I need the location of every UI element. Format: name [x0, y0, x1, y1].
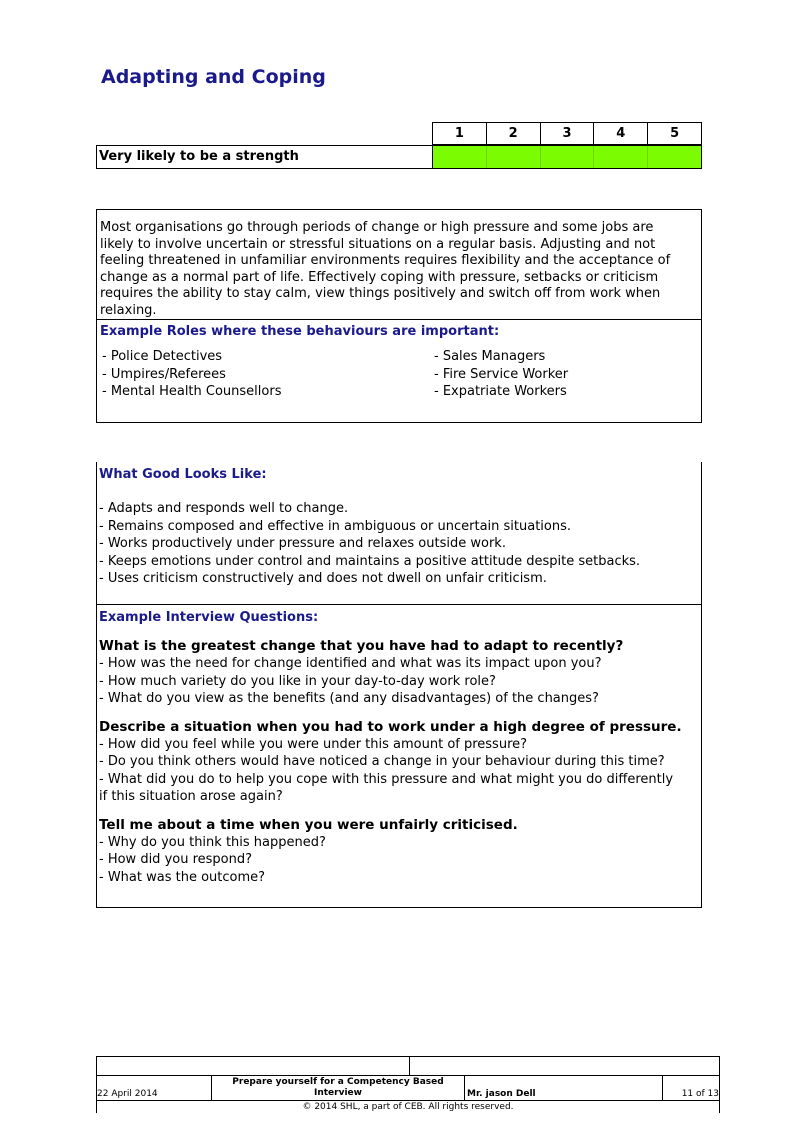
rating-label: Very likely to be a strength	[97, 146, 433, 168]
question-probe: - What do you view as the benefits (and any disadvantages) of the changes?	[99, 691, 599, 706]
rating-cell	[433, 146, 486, 168]
rating-scale-2: 2	[486, 123, 540, 144]
question-probe: - Why do you think this happened?	[99, 834, 326, 850]
rating-cell	[593, 146, 647, 168]
footer-doc-title-line: Prepare yourself for a Competency Based	[232, 1077, 444, 1087]
question-group	[99, 637, 699, 708]
rating-scale-5: 5	[647, 123, 701, 144]
role-item: - Sales Managers	[434, 349, 546, 364]
rating-scale-header	[432, 122, 702, 145]
role-item: - Umpires/Referees	[102, 366, 226, 382]
interview-heading: Example Interview Questions:	[99, 610, 319, 625]
description-line: likely to involve uncertain or stressful situations on a regular basis. Adjusting and not	[100, 236, 656, 252]
role-item: - Mental Health Counsellors	[102, 384, 282, 399]
footer-page-number: 11 of 13	[681, 1089, 719, 1099]
description-paragraph	[97, 210, 701, 320]
footer-doc-title-line: Interview	[314, 1088, 362, 1098]
rating-table	[96, 122, 702, 169]
page-footer	[96, 1056, 720, 1114]
question-probe: - How did you feel while you were under this amount of pressure?	[99, 736, 528, 752]
description-line: requires the ability to stay calm, view things positively and switch off from work when	[100, 286, 661, 301]
good-looks-section	[97, 462, 701, 605]
interview-question: What is the greatest change that you have had to adapt to recently?	[99, 638, 624, 654]
roles-heading: Example Roles where these behaviours are important:	[100, 324, 500, 339]
rating-scale-4: 4	[593, 123, 647, 144]
question-group	[99, 718, 699, 806]
rating-cell	[486, 146, 540, 168]
rating-scale-3: 3	[540, 123, 594, 144]
description-line: relaxing.	[100, 302, 157, 318]
question-probe: - What was the outcome?	[99, 869, 266, 885]
rating-scale-1: 1	[454, 126, 464, 141]
question-group	[99, 816, 699, 887]
question-probe: if this situation arose again?	[99, 789, 283, 804]
rating-cell	[647, 146, 701, 168]
page-title: Adapting and Coping	[101, 66, 326, 88]
good-looks-item: - Works productively under pressure and relaxes outside work.	[99, 536, 506, 551]
footer-top-row	[96, 1056, 720, 1076]
description-box	[96, 209, 702, 423]
rating-row	[96, 145, 702, 169]
role-item: - Police Detectives	[102, 349, 223, 364]
footer-doc-title	[212, 1077, 464, 1099]
footer-date: 22 April 2014	[97, 1089, 158, 1099]
good-looks-item: - Remains composed and effective in ambiguous or uncertain situations.	[99, 518, 572, 534]
good-looks-heading: What Good Looks Like:	[99, 467, 267, 482]
good-looks-item: - Keeps emotions under control and maintains a positive attitude despite setbacks.	[99, 553, 641, 569]
footer-info-row	[96, 1076, 720, 1101]
description-line: change as a normal part of life. Effectively coping with pressure, setbacks or criticism	[100, 269, 659, 285]
good-looks-box	[96, 462, 702, 908]
rating-cells	[433, 146, 701, 168]
description-line: feeling threatened in unfamiliar environments requires flexibility and the acceptance of	[100, 253, 671, 268]
interview-question: Tell me about a time when you were unfairly criticised.	[99, 816, 518, 833]
description-line: Most organisations go through periods of change or high pressure and some jobs are	[100, 220, 654, 235]
question-probe: - What did you do to help you cope with this pressure and what might you do differently	[99, 771, 674, 787]
footer-copyright: © 2014 SHL, a part of CEB. All rights reserved.	[96, 1101, 720, 1113]
question-probe: - How much variety do you like in your day-to-day work role?	[99, 673, 496, 689]
interview-section	[97, 605, 701, 886]
footer-candidate-name: Mr. jason Dell	[467, 1089, 536, 1099]
good-looks-item: - Adapts and responds well to change.	[99, 501, 349, 516]
question-probe: - Do you think others would have noticed a change in your behaviour during this time?	[99, 754, 665, 769]
question-probe: - How was the need for change identified and what was its impact upon you?	[99, 656, 602, 671]
role-item: - Expatriate Workers	[434, 384, 567, 399]
role-item: - Fire Service Worker	[434, 366, 569, 382]
good-looks-item: - Uses criticism constructively and does not dwell on unfair criticism.	[99, 571, 547, 586]
rating-cell	[540, 146, 594, 168]
question-probe: - How did you respond?	[99, 852, 253, 867]
interview-question: Describe a situation when you had to work under a high degree of pressure.	[99, 718, 682, 735]
